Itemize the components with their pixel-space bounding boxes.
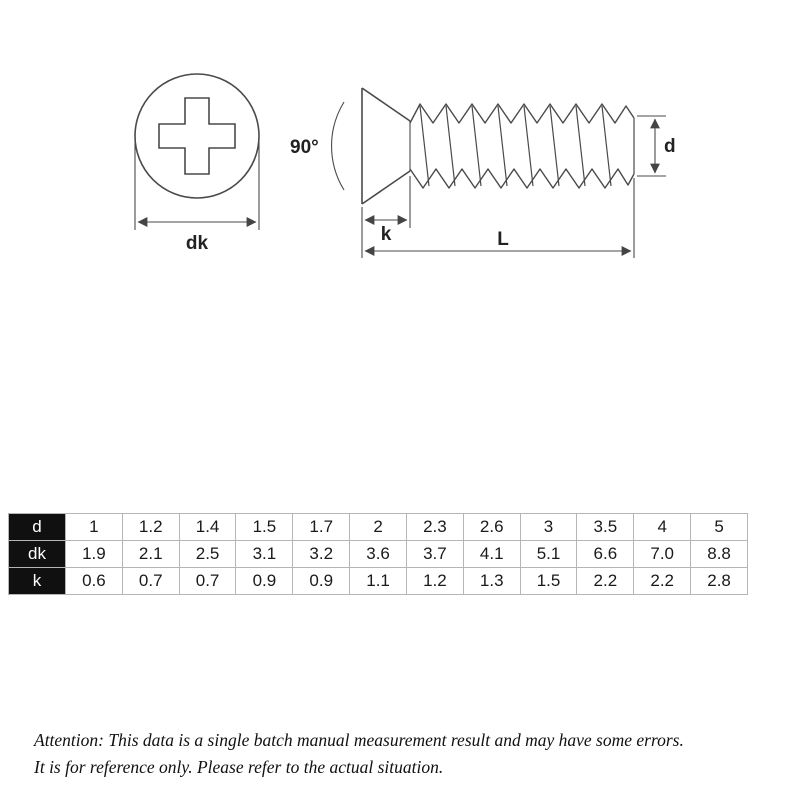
table-cell: 1.9 [66,541,123,568]
attention-note [34,727,774,781]
table-cell: 2 [350,514,407,541]
table-cell: 1.3 [463,568,520,595]
table-cell: 0.6 [66,568,123,595]
row-header: dk [9,541,66,568]
table-cell: 2.3 [406,514,463,541]
table-cell: 6.6 [577,541,634,568]
table-cell: 3.2 [293,541,350,568]
table-cell: 0.7 [122,568,179,595]
table-cell: 1.2 [122,514,179,541]
dimension-d [637,116,666,176]
dimension-dk [135,142,259,230]
phillips-cross-icon [159,98,235,174]
table-cell: 2.2 [577,568,634,595]
table-row [9,541,748,568]
table-cell: 0.9 [293,568,350,595]
screw-side-view [362,88,634,204]
table-cell: 5 [691,514,748,541]
table-cell: 7.0 [634,541,691,568]
label-L: L [497,229,509,250]
row-header: k [9,568,66,595]
attention-line-2: It is for reference only. Please refer to the actual situation. [34,757,444,778]
head-cone-top [362,88,410,121]
table-cell: 0.9 [236,568,293,595]
table-cell: 3 [520,514,577,541]
head-outline-circle [135,74,259,198]
table-cell: 2.2 [634,568,691,595]
screw-technical-drawing [0,0,800,300]
label-k: k [380,224,392,245]
table-cell: 2.5 [179,541,236,568]
table-cell: 3.5 [577,514,634,541]
dimension-angle [332,102,344,190]
table-cell: 0.7 [179,568,236,595]
table-cell: 2.1 [122,541,179,568]
table-row [9,514,748,541]
table-cell: 3.7 [406,541,463,568]
table-cell: 1.7 [293,514,350,541]
thread-top-profile [410,104,634,123]
dimension-table-container [8,513,748,595]
attention-line-1: Attention: This data is a single batch manual measurement result and may have some errors. [34,730,684,750]
screw-head-top-view [135,74,259,198]
row-header: d [9,514,66,541]
table-row [9,568,748,595]
table-cell: 1.2 [406,568,463,595]
label-d: d [664,136,676,157]
table-cell: 4.1 [463,541,520,568]
label-dk: dk [185,233,209,254]
table-cell: 2.8 [691,568,748,595]
table-cell: 1.5 [520,568,577,595]
dimension-table-body [9,514,748,595]
thread-helix-lines [420,106,611,186]
table-cell: 1.4 [179,514,236,541]
table-cell: 1.1 [350,568,407,595]
table-cell: 4 [634,514,691,541]
table-cell: 2.6 [463,514,520,541]
table-cell: 1.5 [236,514,293,541]
head-cone-bottom [362,171,410,204]
table-cell: 1 [66,514,123,541]
thread-bottom-profile [410,169,634,188]
table-cell: 3.6 [350,541,407,568]
table-cell: 3.1 [236,541,293,568]
dimension-table [8,513,748,595]
table-cell: 5.1 [520,541,577,568]
table-cell: 8.8 [691,541,748,568]
label-90deg: 90° [290,137,319,158]
